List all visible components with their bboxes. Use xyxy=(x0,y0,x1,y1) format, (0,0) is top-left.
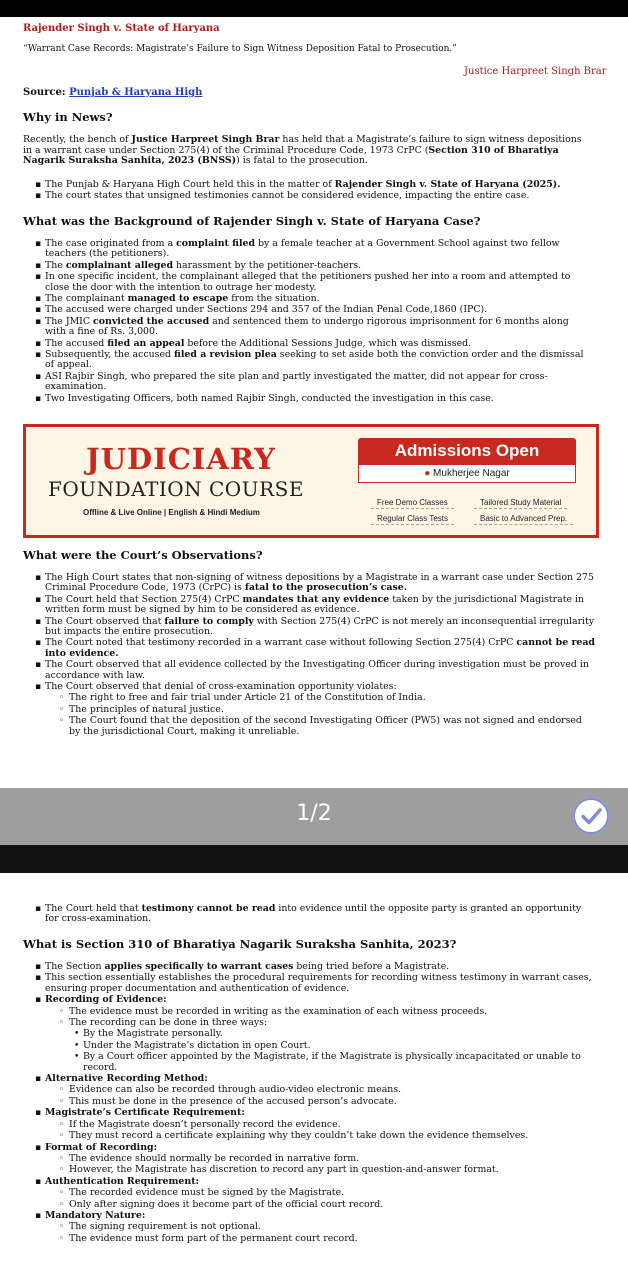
page-separator xyxy=(0,845,628,873)
banner-subtitle: FOUNDATION COURSE xyxy=(48,477,304,501)
admissions-open-label: Admissions Open xyxy=(358,438,576,464)
justice-name: Justice Harpreet Singh Brar xyxy=(464,66,607,77)
list-item: ▪ Subsequently, the accused filed a revision plea seeking to set aside both the conviction order and the dismissal of appeal. xyxy=(35,350,585,371)
list-item: ▪ The complainant managed to escape from the situation. xyxy=(35,294,585,304)
list-item: ▪ The accused filed an appeal before the Additional Sessions Judge, which was dismissed. xyxy=(35,339,585,349)
headline-quote: “Warrant Case Records: Magistrate’s Failure to Sign Witness Deposition Fatal to Prosecution.” xyxy=(23,44,457,54)
banner-title: JUDICIARY xyxy=(86,442,276,476)
list-item: ▪ Alternative Recording Method: xyxy=(35,1074,595,1084)
list-item: ◦ The recording can be done in three ways: xyxy=(35,1018,595,1028)
feature-prep: Basic to Advanced Prep. xyxy=(474,513,573,525)
list-item: ▪ ASI Rajbir Singh, who prepared the site plan and partly investigated the matter, did not appear for cross-examination. xyxy=(35,372,585,393)
list-item: ▪ The Court observed that failure to comply with Section 275(4) CrPC is not merely an inconsequential irregularity but impacts the entire prosecution. xyxy=(35,617,595,638)
list-item: • By the Magistrate personally. xyxy=(35,1029,595,1039)
why-paragraph: Recently, the bench of Justice Harpreet Singh Brar has held that a Magistrate’s failure to sign witness depositions in a warrant case under Section 275(4) of the Criminal Procedure Code, 1973 CrPC (Section 310 of Bharatiya Nagarik Suraksha Sanhita, 2023 (BNSS)) is fatal to the prosecution. xyxy=(23,134,582,167)
why-list xyxy=(35,180,595,203)
list-item: ◦ The principles of natural justice. xyxy=(35,705,595,715)
observations-list xyxy=(35,573,595,738)
section-310-list xyxy=(35,962,595,1245)
list-item: ▪ The complainant alleged harassment by the petitioner-teachers. xyxy=(35,261,585,271)
list-item: ▪ The case originated from a complaint filed by a female teacher at a Government School against two fellow teachers (the petitioners). xyxy=(35,239,585,260)
list-item: ◦ The evidence should normally be recorded in narrative form. xyxy=(35,1154,595,1164)
list-item: ◦ The right to free and fair trial under Article 21 of the Constitution of India. xyxy=(35,693,595,703)
observations-heading: What were the Court’s Observations? xyxy=(23,548,263,562)
case-title: Rajender Singh v. State of Haryana xyxy=(23,23,220,34)
list-item: ◦ The recorded evidence must be signed by the Magistrate. xyxy=(35,1188,595,1198)
banner-mode: Offline & Live Online | English & Hindi Medium xyxy=(83,508,260,517)
location-pin-icon: ● xyxy=(424,468,431,479)
list-item: ◦ The signing requirement is not optional. xyxy=(35,1222,595,1232)
document-page-2 xyxy=(0,873,628,1280)
lead-list xyxy=(35,904,595,926)
section-310-heading: What is Section 310 of Bharatiya Nagarik Suraksha Sanhita, 2023? xyxy=(23,937,457,951)
list-item: ▪ The Section applies specifically to warrant cases being tried before a Magistrate. xyxy=(35,962,595,972)
source-line: Source: Punjab & Haryana High xyxy=(23,87,203,98)
list-item: ◦ The evidence must be recorded in writing as the examination of each witness proceeds. xyxy=(35,1007,595,1017)
list-item: ▪ The accused were charged under Sections 294 and 357 of the Indian Penal Code,1860 (IPC). xyxy=(35,305,585,315)
list-item: ◦ They must record a certificate explaining why they couldn’t take down the evidence themselves. xyxy=(35,1131,595,1141)
list-item: ▪ Recording of Evidence: xyxy=(35,995,595,1005)
background-list xyxy=(35,239,585,405)
status-bar xyxy=(0,0,628,17)
list-item: ◦ If the Magistrate doesn’t personally record the evidence. xyxy=(35,1120,595,1130)
list-item: ▪ The Court noted that testimony recorded in a warrant case without following Section 275(4) CrPC cannot be read into evidence. xyxy=(35,638,595,659)
list-item: ▪ Mandatory Nature: xyxy=(35,1211,595,1221)
list-item: ◦ Evidence can also be recorded through audio-video electronic means. xyxy=(35,1085,595,1095)
list-item: ▪ The Court observed that all evidence collected by the Investigating Officer during investigation must be proved in accordance with law. xyxy=(35,660,595,681)
list-item: ▪ Two Investigating Officers, both named Rajbir Singh, conducted the investigation in this case. xyxy=(35,394,585,404)
feature-tests: Regular Class Tests xyxy=(371,513,454,525)
list-item: ◦ The evidence must form part of the permanent court record. xyxy=(35,1234,595,1244)
feature-demo: Free Demo Classes xyxy=(371,497,454,509)
list-item: • Under the Magistrate’s dictation in open Court. xyxy=(35,1041,595,1051)
page-indicator-bar xyxy=(0,788,628,845)
check-icon[interactable] xyxy=(573,798,609,834)
location-label: ● Mukherjee Nagar xyxy=(358,464,576,483)
list-item: ◦ This must be done in the presence of the accused person’s advocate. xyxy=(35,1097,595,1107)
page-counter: 1/2 xyxy=(296,801,332,826)
list-item: ▪ The court states that unsigned testimonies cannot be considered evidence, impacting the entire case. xyxy=(35,191,595,201)
list-item: ▪ Format of Recording: xyxy=(35,1143,595,1153)
list-item: ▪ Magistrate’s Certificate Requirement: xyxy=(35,1108,595,1118)
list-item: ▪ Authentication Requirement: xyxy=(35,1177,595,1187)
list-item: • By a Court officer appointed by the Magistrate, if the Magistrate is physically incapacitated or unable to record. xyxy=(35,1052,595,1073)
background-heading: What was the Background of Rajender Singh v. State of Haryana Case? xyxy=(23,214,481,228)
list-item: ▪ The Court observed that denial of cross-examination opportunity violates: xyxy=(35,682,595,692)
why-heading: Why in News? xyxy=(23,110,113,124)
list-item: ▪ The JMIC convicted the accused and sentenced them to undergo rigorous imprisonment for 6 months along with a fine of Rs. 3,000. xyxy=(35,317,585,338)
source-link[interactable]: Punjab & Haryana High xyxy=(69,87,203,98)
document-page-1 xyxy=(0,17,628,788)
list-item: ▪ The High Court states that non-signing of witness depositions by a Magistrate in a warrant case under Section 275 Criminal Procedure Code, 1973 (CrPC) is fatal to the prosecution’s case. xyxy=(35,573,595,594)
list-item: ◦ Only after signing does it become part of the official court record. xyxy=(35,1200,595,1210)
list-item: ◦ However, the Magistrate has discretion to record any part in question-and-answer format. xyxy=(35,1165,595,1175)
list-item: ▪ The Punjab & Haryana High Court held this in the matter of Rajender Singh v. State of Haryana (2025). xyxy=(35,180,595,190)
list-item: ▪ The Court held that Section 275(4) CrPC mandates that any evidence taken by the jurisdictional Magistrate in written form must be signed by him to be considered as evidence. xyxy=(35,595,595,616)
list-item: ▪ This section essentially establishes the procedural requirements for recording witness testimony in warrant cases, ensuring proper documentation and authentication of evidence. xyxy=(35,973,595,994)
list-item: ◦ The Court found that the deposition of the second Investigating Officer (PW5) was not signed and endorsed by the jurisdictional Court, making it unreliable. xyxy=(35,716,595,737)
feature-study-material: Tailored Study Material xyxy=(474,497,567,509)
judiciary-course-banner[interactable] xyxy=(23,424,599,538)
list-item: ▪ In one specific incident, the complainant alleged that the petitioners pushed her into a room and attempted to close the door with the intention to outrage her modesty. xyxy=(35,272,585,293)
list-item: ▪ The Court held that testimony cannot be read into evidence until the opposite party is granted an opportunity for cross-examination. xyxy=(35,904,595,925)
